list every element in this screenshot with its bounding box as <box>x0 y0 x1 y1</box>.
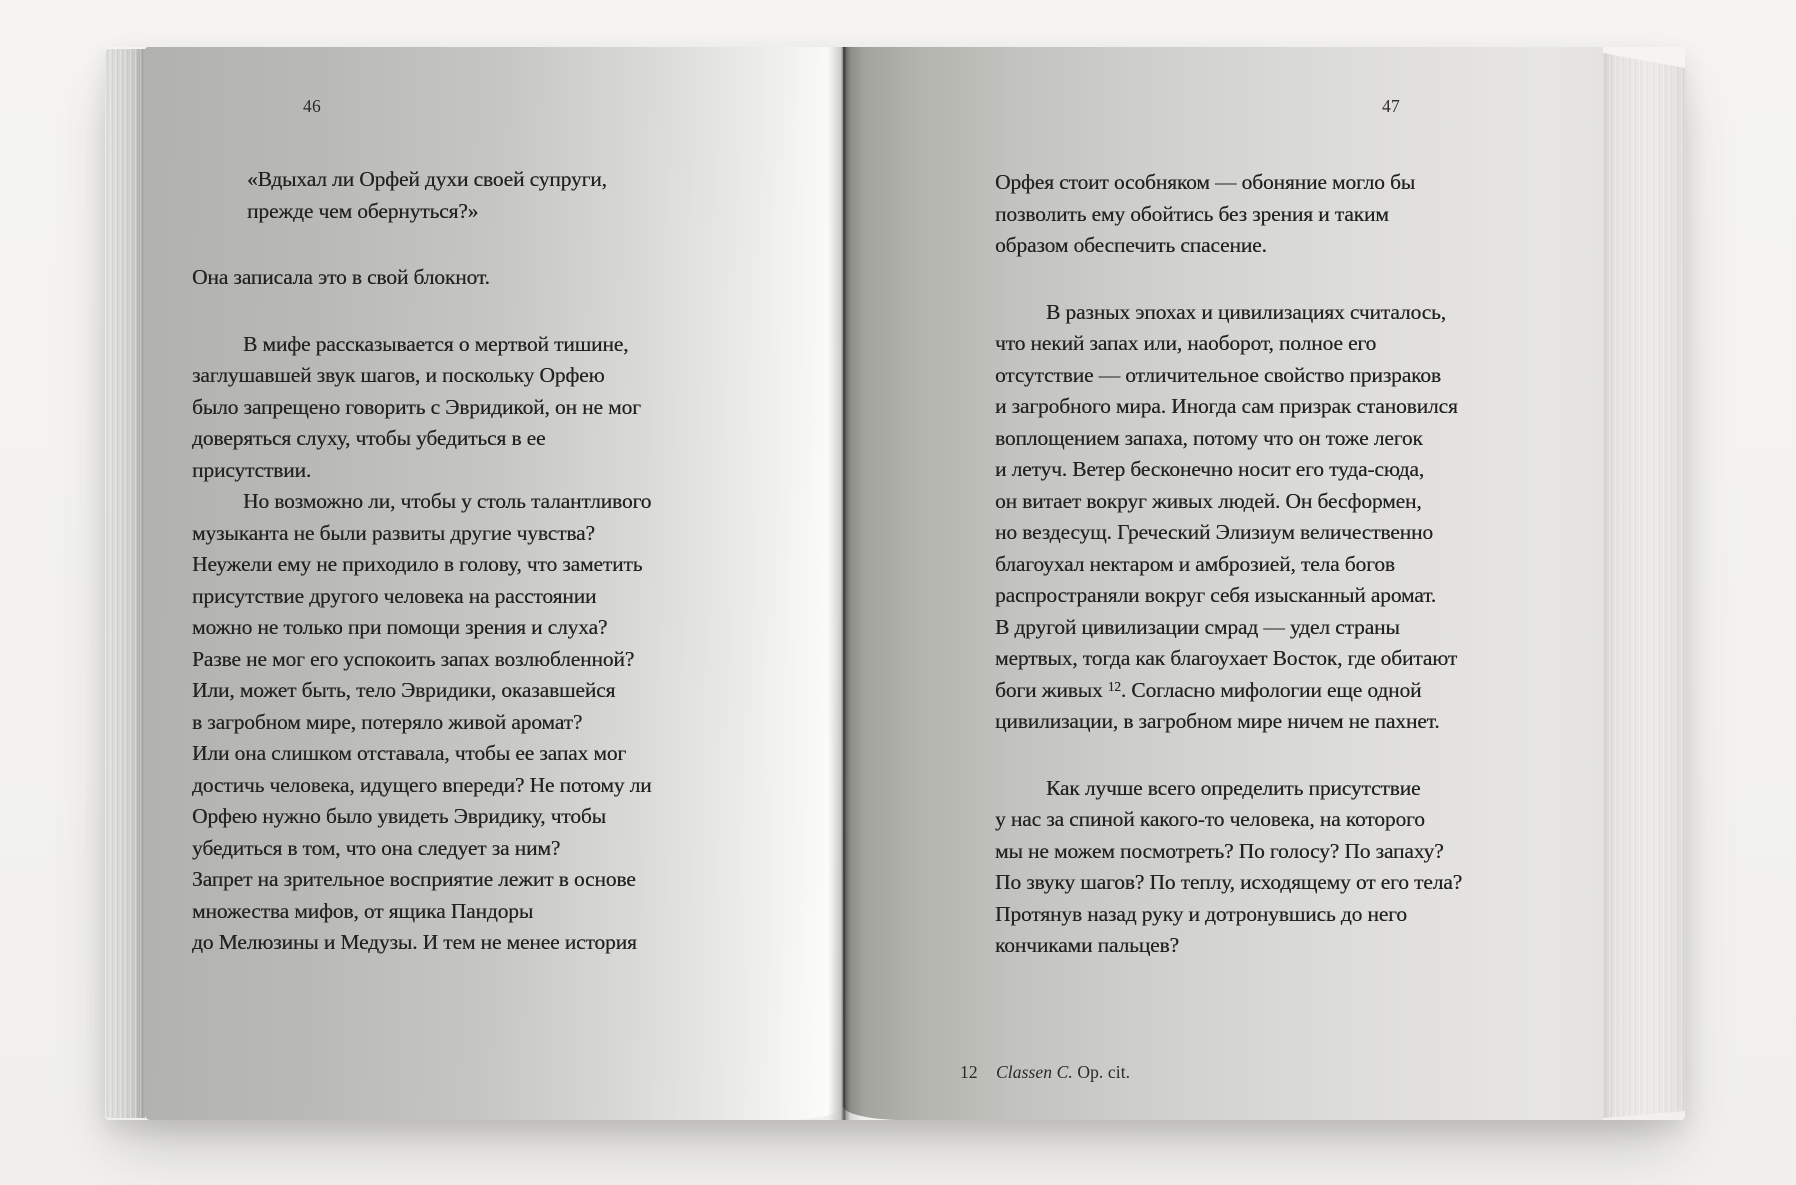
text-line: Но возможно ли, чтобы у столь талантливого <box>243 489 652 513</box>
text-line: достичь человека, идущего впереди? Не потому ли <box>192 772 652 797</box>
text-line: боги живых $^{12}$. Согласно мифологии еще одной <box>995 677 1422 702</box>
right-page-text <box>995 167 1555 962</box>
text-line: воплощением запаха, потому что он тоже легок <box>995 425 1423 450</box>
text-line: заглушавшей звук шагов, и поскольку Орфею <box>192 363 605 387</box>
text-line: убедиться в том, что она следует за ним? <box>192 835 561 860</box>
text-line: благоухал нектаром и амброзией, тела богов <box>995 551 1395 576</box>
text-line: присутствии. <box>192 457 312 482</box>
text-line: и загробного мира. Иногда сам призрак становился <box>995 394 1458 418</box>
paragraph <box>995 167 1555 262</box>
text-line: в загробном мире, потеряло живой аромат? <box>192 709 583 734</box>
text-line: Протянув назад руку и дотронувшись до него <box>995 901 1407 926</box>
text-line: Орфея стоит особняком — обоняние могло бы <box>995 170 1416 194</box>
text-line: у нас за спиной какого-то человека, на которого <box>995 807 1425 831</box>
text-line: и летуч. Ветер бесконечно носит его туда-сюда, <box>995 457 1425 481</box>
page-stack-edge-left <box>105 49 145 1118</box>
text-line: множества мифов, от ящика Пандоры <box>192 898 534 923</box>
paragraph <box>192 329 752 487</box>
text-line: позволить ему обойтись без зрения и таким <box>995 201 1389 226</box>
fore-edge-right <box>1603 47 1685 1120</box>
text-line: цивилизации, в загробном мире ничем не пахнет. <box>995 709 1440 733</box>
text-line: он витает вокруг живых людей. Он бесформен, <box>995 488 1422 513</box>
left-page-text <box>192 164 752 959</box>
text-line: По звуку шагов? По теплу, исходящему от его тела? <box>995 870 1463 894</box>
text-line: прежде чем обернуться?» <box>247 198 479 223</box>
footnote-marker: 12 <box>1107 678 1121 694</box>
page-number-right: 47 <box>1381 96 1401 116</box>
text-line: было запрещено говорить с Эвридикой, он не мог <box>192 394 641 419</box>
text-line: «Вдыхал ли Орфей духи своей супруги, <box>247 167 607 191</box>
paragraph <box>192 164 752 227</box>
text-line: Орфею нужно было увидеть Эвридику, чтобы <box>192 804 606 828</box>
text-line: кончиками пальцев? <box>995 933 1179 957</box>
footnote <box>960 1062 1130 1083</box>
text-line: Разве не мог его успокоить запах возлюбленной? <box>192 646 635 671</box>
text-line: В другой цивилизации смрад — удел страны <box>995 614 1400 639</box>
text-line: но вездесущ. Греческий Элизиум величественно <box>995 520 1433 544</box>
text-line: мертвых, тогда как благоухает Восток, где обитают <box>995 646 1458 670</box>
footnote-reference-author: Classen C. <box>996 1062 1073 1082</box>
text-line: присутствие другого человека на расстоянии <box>192 583 597 608</box>
book-page-left <box>145 47 843 1120</box>
text-line: отсутствие — отличительное свойство призраков <box>995 362 1441 387</box>
open-book <box>105 47 1685 1120</box>
text-line: Или она слишком отставала, чтобы ее запах мог <box>192 741 627 765</box>
text-line: до Мелюзины и Медузы. И тем не менее история <box>192 930 637 954</box>
text-line: распространяли вокруг себя изысканный аромат. <box>995 583 1436 607</box>
book-page-right <box>843 47 1603 1120</box>
text-line: доверяться слуху, чтобы убедиться в ее <box>192 426 546 450</box>
paragraph <box>995 773 1555 962</box>
paragraph <box>192 262 752 294</box>
footnote-reference-rest: Op. cit. <box>1072 1062 1131 1082</box>
text-line: В разных эпохах и цивилизациях считалось, <box>1046 299 1446 324</box>
text-line: Как лучше всего определить присутствие <box>1046 775 1421 800</box>
text-line: мы не можем посмотреть? По голосу? По запаху? <box>995 838 1444 863</box>
footnote-number: 12 <box>960 1062 978 1082</box>
text-line: Или, может быть, тело Эвридики, оказавшейся <box>192 678 616 702</box>
paragraph <box>192 486 752 959</box>
text-line: Неужели ему не приходило в голову, что заметить <box>192 552 643 576</box>
paragraph <box>995 297 1555 738</box>
page-number-left: 46 <box>302 96 322 116</box>
text-line: Она записала это в свой блокнот. <box>192 265 490 289</box>
text-line: образом обеспечить спасение. <box>995 233 1267 257</box>
text-line: музыканта не были развиты другие чувства? <box>192 520 595 545</box>
text-line: что некий запах или, наоборот, полное его <box>995 331 1377 355</box>
text-line: Запрет на зрительное восприятие лежит в основе <box>192 867 636 891</box>
text-line: В мифе рассказывается о мертвой тишине, <box>243 331 629 356</box>
text-line: можно не только при помощи зрения и слуха? <box>192 615 608 639</box>
